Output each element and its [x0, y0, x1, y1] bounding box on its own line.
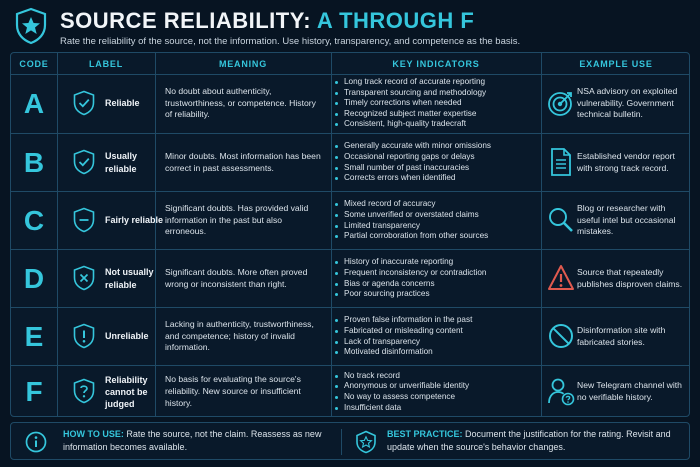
info-circle-icon	[25, 430, 47, 454]
indicator-item: Recognized subject matter expertise	[335, 109, 545, 120]
indicator-item: Anonymous or unverifiable identity	[335, 381, 545, 392]
indicator-item: Limited transparency	[335, 221, 545, 232]
indicator-list	[335, 134, 545, 191]
example-text: Established vendor report with strong track record.	[577, 150, 675, 173]
indicator-item: Long track record of accurate reporting	[335, 77, 545, 88]
example-text: Blog or researcher with useful intel but occasional mistakes.	[577, 202, 676, 237]
indicator-list	[335, 250, 545, 307]
reliability-label: Reliable	[105, 98, 140, 109]
warning-triangle-icon	[547, 262, 575, 294]
indicator-item: Proven false information in the past	[335, 315, 545, 326]
table-row	[11, 75, 689, 132]
indicator-item: Some unverified or overstated claims	[335, 210, 545, 221]
reliability-table	[10, 52, 690, 417]
reliability-label: Unreliable	[105, 331, 149, 342]
indicator-item: Occasional reporting gaps or delays	[335, 152, 545, 163]
reliability-code: D	[23, 263, 45, 294]
indicator-item: Timely corrections when needed	[335, 98, 545, 109]
meaning-text: Significant doubts. More often proved wrong or inconsistent than right.	[165, 266, 308, 289]
indicator-item: Mixed record of accuracy	[335, 199, 545, 210]
indicator-item: No track record	[335, 371, 545, 382]
magnifier-icon	[547, 204, 575, 236]
meaning-text: No doubt about authenticity, trustworthiness, or competence. History of reliability.	[165, 85, 316, 120]
indicator-item: Frequent inconsistency or contradiction	[335, 268, 545, 279]
badge-star-icon	[355, 430, 377, 454]
footer	[10, 422, 690, 460]
indicator-list	[335, 308, 545, 365]
column-header-code: CODE	[19, 59, 49, 69]
shield-check-icon	[73, 149, 95, 175]
reliability-code: F	[25, 376, 43, 407]
column-header-example: EXAMPLE USE	[579, 59, 653, 69]
user-question-icon	[547, 376, 575, 408]
meaning-text: Minor doubts. Most information has been correct in past assessments.	[165, 150, 321, 173]
indicator-list	[335, 75, 545, 132]
table-row	[11, 249, 689, 306]
meaning-text: Lacking in authenticity, trustworthiness, and competence; history of invalid information.	[165, 318, 314, 353]
best-practice-note: BEST PRACTICE: Document the justification for the rating. Revisit and update when the source's behavior changes.	[387, 429, 671, 453]
example-text: Disinformation site with fabricated stories.	[577, 324, 666, 347]
indicator-item: Lack of transparency	[335, 337, 545, 348]
page-subtitle: Rate the reliability of the source, not the information. Use history, transparency, and competence as the basis.	[60, 36, 521, 47]
indicator-item: Transparent sourcing and methodology	[335, 88, 545, 99]
reliability-label: Not usually reliable	[105, 267, 154, 290]
table-header	[11, 53, 689, 75]
indicator-list	[335, 366, 545, 418]
reliability-label: Fairly reliable	[105, 215, 164, 226]
indicator-item: Consistent, high-quality tradecraft	[335, 119, 545, 130]
example-text: NSA advisory on exploited vulnerability. Government technical bulletin.	[577, 85, 678, 120]
indicator-list	[335, 192, 545, 249]
shield-star-icon	[14, 7, 48, 45]
indicator-item: Poor sourcing practices	[335, 289, 545, 300]
header	[0, 0, 700, 52]
indicator-item: Partial corroboration from other sources	[335, 231, 545, 242]
shield-x-icon	[73, 265, 95, 291]
table-row	[11, 191, 689, 248]
reliability-code: B	[23, 147, 45, 178]
shield-question-icon	[73, 378, 95, 404]
page-title: SOURCE RELIABILITY: A THROUGH F	[60, 8, 475, 33]
indicator-item: Insufficient data	[335, 403, 545, 414]
indicator-item: History of inaccurate reporting	[335, 257, 545, 268]
indicator-item: Generally accurate with minor omissions	[335, 141, 545, 152]
footer-divider	[341, 429, 342, 455]
indicator-item: Small number of past inaccuracies	[335, 163, 545, 174]
indicator-item: Motivated disinformation	[335, 347, 545, 358]
prohibited-icon	[547, 320, 575, 352]
shield-exclamation-icon	[73, 323, 95, 349]
column-header-label: LABEL	[89, 59, 123, 69]
example-text: New Telegram channel with no verifiable history.	[577, 380, 682, 402]
how-to-use-note: HOW TO USE: Rate the source, not the claim. Reassess as new information becomes available.	[63, 429, 322, 453]
reliability-code: E	[24, 321, 44, 352]
document-icon	[547, 146, 575, 178]
table-row	[11, 307, 689, 364]
shield-minus-icon	[73, 207, 95, 233]
column-header-meaning: MEANING	[218, 59, 268, 69]
column-header-indicators: KEY INDICATORS	[392, 59, 480, 69]
indicator-item: No way to assess competence	[335, 392, 545, 403]
meaning-text: Significant doubts. Has provided valid information in the past but also erroneous.	[165, 202, 309, 237]
reliability-label: Reliability cannot be judged	[105, 374, 148, 410]
indicator-item: Bias or agenda concerns	[335, 279, 545, 290]
target-icon	[547, 87, 575, 119]
indicator-item: Fabricated or misleading content	[335, 326, 545, 337]
table-row	[11, 365, 689, 417]
example-text: Source that repeatedly publishes disproven claims.	[577, 266, 683, 289]
meaning-text: No basis for evaluating the source's reliability. New source or insufficient history.	[165, 374, 301, 408]
indicator-item: Corrects errors when identified	[335, 173, 545, 184]
reliability-code: A	[23, 88, 45, 119]
table-row	[11, 133, 689, 190]
reliability-code: C	[23, 205, 45, 236]
reliability-label: Usually reliable	[105, 151, 138, 174]
shield-check-icon	[73, 90, 95, 116]
